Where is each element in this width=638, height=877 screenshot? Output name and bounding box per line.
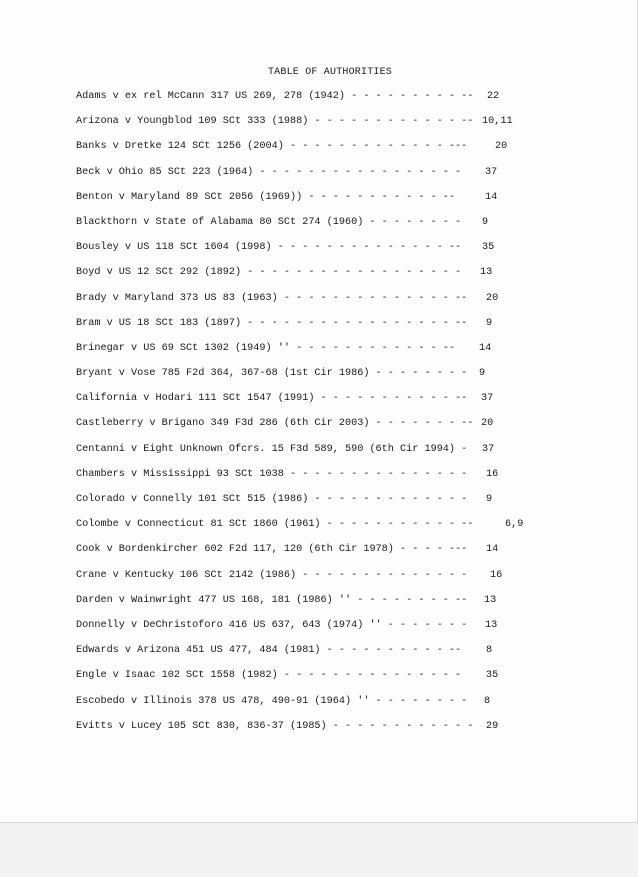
authority-entry xyxy=(76,318,536,343)
authority-page-reference: 9 xyxy=(486,494,493,505)
authority-page-reference: 37 xyxy=(481,393,494,405)
authority-citation: Castleberry v Brigano 349 F3d 286 (6th Cir 2003) - - - - - - - -- xyxy=(76,418,474,430)
authority-page-reference: 9 xyxy=(482,216,489,228)
authority-entry xyxy=(76,418,536,443)
authority-page-reference: 13 xyxy=(485,619,498,631)
authority-page-reference: 14 xyxy=(485,191,498,203)
authority-citation: Darden v Wainwright 477 US 168, 181 (1986) '' - - - - - - - - -- xyxy=(76,594,468,606)
page-background xyxy=(0,823,638,877)
authority-entry xyxy=(76,116,536,141)
authority-citation: Cook v Bordenkircher 602 F2d 117, 120 (6th Cir 1978) - - - - --- xyxy=(76,544,468,556)
authority-entry xyxy=(76,721,536,746)
authority-entry xyxy=(76,141,536,166)
authority-page-reference: 20 xyxy=(495,141,508,153)
authority-entry xyxy=(76,469,536,494)
authority-page-reference: 6,9 xyxy=(505,519,524,531)
authority-citation: Adams v ex rel McCann 317 US 269, 278 (1942) - - - - - - - - - -- xyxy=(76,91,474,102)
authority-entry xyxy=(76,570,536,595)
authority-page-reference: 13 xyxy=(480,267,493,279)
authority-page-reference: 14 xyxy=(486,544,499,556)
authority-page-reference: 10,11 xyxy=(482,116,513,128)
authority-entry xyxy=(76,696,536,721)
authority-page-reference: 37 xyxy=(482,443,495,455)
page-title: TABLE OF AUTHORITIES xyxy=(267,67,393,78)
authority-entry xyxy=(76,544,536,569)
authority-entry xyxy=(76,192,536,217)
authority-entry xyxy=(76,444,536,469)
authority-entry xyxy=(76,519,536,544)
authority-entry xyxy=(76,494,536,519)
authority-entry xyxy=(76,217,536,242)
authority-citation: Bram v US 18 SCt 183 (1897) - - - - - - - - - - - - - - - - - -- xyxy=(76,317,468,329)
authority-citation: Banks v Dretke 124 SCt 1256 (2004) - - - - - - - - - - - - - --- xyxy=(76,141,468,153)
authority-citation: Evitts v Lucey 105 SCt 830, 836-37 (1985) - - - - - - - - - - - - xyxy=(76,720,474,732)
authority-citation: Edwards v Arizona 451 US 477, 484 (1981) - - - - - - - - - - -- xyxy=(76,645,462,657)
authority-citation: Beck v Ohio 85 SCt 223 (1964) - - - - - - - - - - - - - - - - - xyxy=(76,166,462,178)
authority-citation: Crane v Kentucky 106 SCt 2142 (1986) - - - - - - - - - - - - - - xyxy=(76,569,468,581)
authority-page-reference: 20 xyxy=(481,418,494,430)
authority-citation: Colorado v Connelly 101 SCt 515 (1986) - - - - - - - - - - - - - xyxy=(76,494,468,505)
authority-citation: Escobedo v Illinois 378 US 478, 490-91 (1964) '' - - - - - - - - xyxy=(76,695,468,707)
authority-citation: Bousley v US 118 SCt 1604 (1998) - - - - - - - - - - - - - - -- xyxy=(76,242,462,254)
authority-citation: Boyd v US 12 SCt 292 (1892) - - - - - - - - - - - - - - - - - - xyxy=(76,267,462,279)
authority-citation: Centanni v Eight Unknown Ofcrs. 15 F3d 589, 590 (6th Cir 1994) - xyxy=(76,443,468,455)
authority-citation: Donnelly v DeChristoforo 416 US 637, 643 (1974) '' - - - - - - - xyxy=(76,619,468,631)
authority-page-reference: 13 xyxy=(484,594,497,606)
authority-page-reference: 9 xyxy=(486,317,493,329)
authority-entry xyxy=(76,293,536,318)
authorities-list xyxy=(76,91,536,746)
authority-citation: Bryant v Vose 785 F2d 364, 367-68 (1st Cir 1986) - - - - - - - - xyxy=(76,368,468,380)
authority-page-reference: 16 xyxy=(490,569,503,581)
authority-citation: Chambers v Mississippi 93 SCt 1038 - - - - - - - - - - - - - - - xyxy=(76,468,468,480)
authority-citation: Colombe v Connecticut 81 SCt 1860 (1961) - - - - - - - - - - - -- xyxy=(76,519,474,531)
authority-page-reference: 22 xyxy=(487,91,500,102)
authority-entry xyxy=(76,242,536,267)
authority-page-reference: 16 xyxy=(486,468,499,480)
authority-page-reference: 20 xyxy=(486,292,499,304)
authority-entry xyxy=(76,645,536,670)
authority-page-reference: 29 xyxy=(486,720,499,732)
authority-entry xyxy=(76,267,536,292)
authority-entry xyxy=(76,343,536,368)
authority-page-reference: 14 xyxy=(479,342,492,354)
authority-page-reference: 8 xyxy=(484,695,491,707)
authority-citation: Arizona v Youngblod 109 SCt 333 (1988) - - - - - - - - - - - - -- xyxy=(76,116,474,128)
authority-entry xyxy=(76,167,536,192)
authority-page-reference: 9 xyxy=(479,368,486,380)
authority-citation: California v Hodari 111 SCt 1547 (1991) - - - - - - - - - - - -- xyxy=(76,393,468,405)
authority-entry xyxy=(76,670,536,695)
authority-citation: Blackthorn v State of Alabama 80 SCt 274 (1960) - - - - - - - - xyxy=(76,216,462,228)
authority-page-reference: 37 xyxy=(485,166,498,178)
authority-page-reference: 8 xyxy=(486,645,493,657)
authority-entry xyxy=(76,368,536,393)
authority-entry xyxy=(76,91,536,116)
authority-citation: Brinegar v US 69 SCt 1302 (1949) '' - - - - - - - - - - - - -- xyxy=(76,342,456,354)
authority-entry xyxy=(76,620,536,645)
authority-citation: Benton v Maryland 89 SCt 2056 (1969)) - - - - - - - - - - - -- xyxy=(76,191,456,203)
authority-citation: Engle v Isaac 102 SCt 1558 (1982) - - - - - - - - - - - - - - - xyxy=(76,670,462,682)
authority-entry xyxy=(76,393,536,418)
authority-citation: Brady v Maryland 373 US 83 (1963) - - - - - - - - - - - - - - -- xyxy=(76,292,468,304)
authority-page-reference: 35 xyxy=(486,670,499,682)
authority-page-reference: 35 xyxy=(482,242,495,254)
authority-entry xyxy=(76,595,536,620)
